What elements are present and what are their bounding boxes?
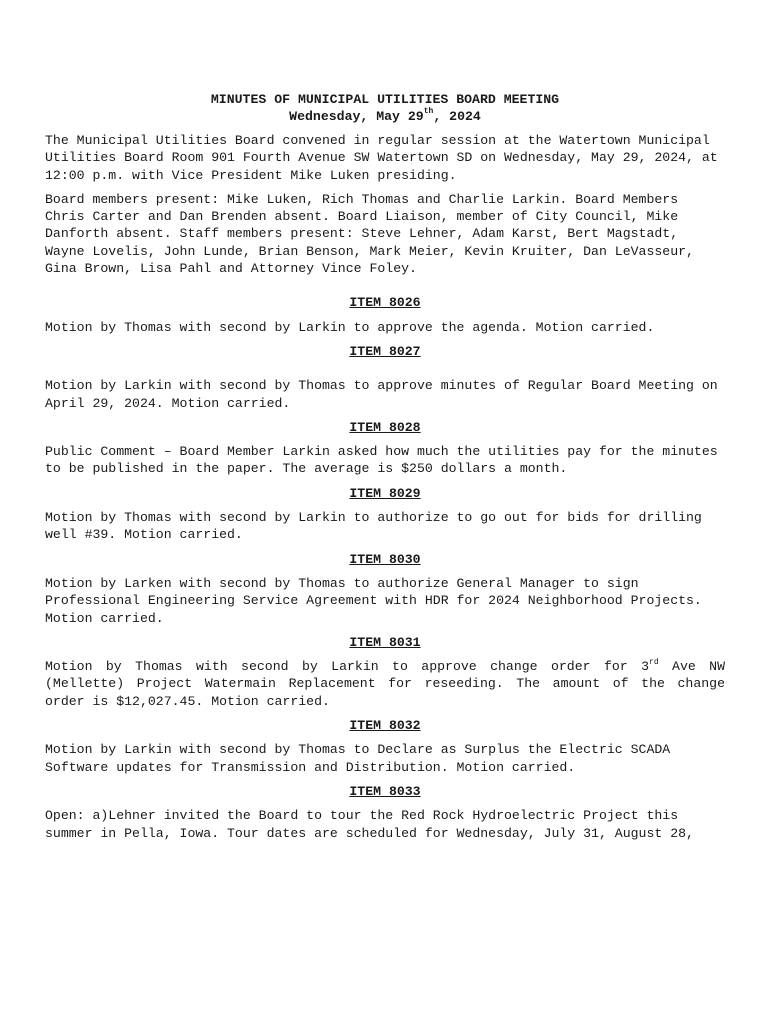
item-heading: ITEM 8032 [349, 718, 421, 734]
item-text: Open: a)Lehner invited the Board to tour the Red Rock Hydroelectric Project this summer in Pella, Iowa. Tour dates are scheduled for Wednesday, July 31, August 28, [45, 808, 694, 841]
item-text [45, 658, 725, 710]
item-text: Motion by Larken with second by Thomas to authorize General Manager to sign Professional Engineering Service Agreement with HDR for 2024 Neighborhood Projects. Motion carried. [45, 575, 702, 626]
item-text-suffix: Ave NW (Mellette) Project Watermain Replacement for reseeding. The amount of the change order is $12,027.45. Motion carried. [45, 659, 725, 709]
title-line: MINUTES OF MUNICIPAL UTILITIES BOARD MEETING [210, 92, 560, 107]
item-heading: ITEM 8031 [349, 634, 421, 650]
item-text: Motion by Larkin with second by Thomas to approve minutes of Regular Board Meeting on April 29, 2024. Motion carried. [45, 378, 718, 411]
item-heading: ITEM 8029 [349, 485, 421, 501]
item-heading: ITEM 8027 [349, 343, 421, 359]
item-text-prefix: Motion by Thomas with second by Larkin to approve change order for 3 [45, 659, 650, 675]
item-heading: ITEM 8030 [349, 551, 421, 567]
date-prefix: Wednesday, May 29 [289, 108, 424, 124]
item-text: Motion by Thomas with second by Larkin to approve the agenda. Motion carried. [45, 319, 655, 335]
attendance-paragraph: Board members present: Mike Luken, Rich Thomas and Charlie Larkin. Board Members Chris Carter and Dan Brenden absent. Board Liaison, member of City Council, Mike Danforth absent. Staff members present: Steve Lehner, Adam Karst, Bert Magstadt, Wayne Lovelis, John Lunde, Brian Benson, Mark Meier, Kevin Kruiter, Dan LeVasseur, Gina Brown, Lisa Pahl and Attorney Vince Foley. [45, 191, 694, 277]
item-heading: ITEM 8028 [349, 419, 421, 435]
item-heading: ITEM 8033 [349, 783, 421, 799]
date-suffix: , 2024 [433, 108, 481, 124]
meeting-date [45, 109, 725, 126]
item-text-ordinal: rd [649, 657, 659, 667]
intro-paragraph: The Municipal Utilities Board convened in regular session at the Watertown Municipal Utilities Board Room 901 Fourth Avenue SW Watertown SD on Wednesday, May 29, 2024, at 12:00 p.m. with Vice President Mike Luken presiding. [45, 133, 718, 183]
item-heading: ITEM 8026 [349, 295, 421, 311]
date-ordinal: th [423, 107, 434, 117]
document-title [45, 92, 725, 125]
item-text: Public Comment – Board Member Larkin asked how much the utilities pay for the minutes to be published in the paper. The average is $250 dollars a month. [45, 444, 718, 477]
item-text: Motion by Thomas with second by Larkin to authorize to go out for bids for drilling well #39. Motion carried. [45, 510, 702, 543]
item-text: Motion by Larkin with second by Thomas to Declare as Surplus the Electric SCADA Software updates for Transmission and Distribution. Motion carried. [45, 742, 671, 775]
